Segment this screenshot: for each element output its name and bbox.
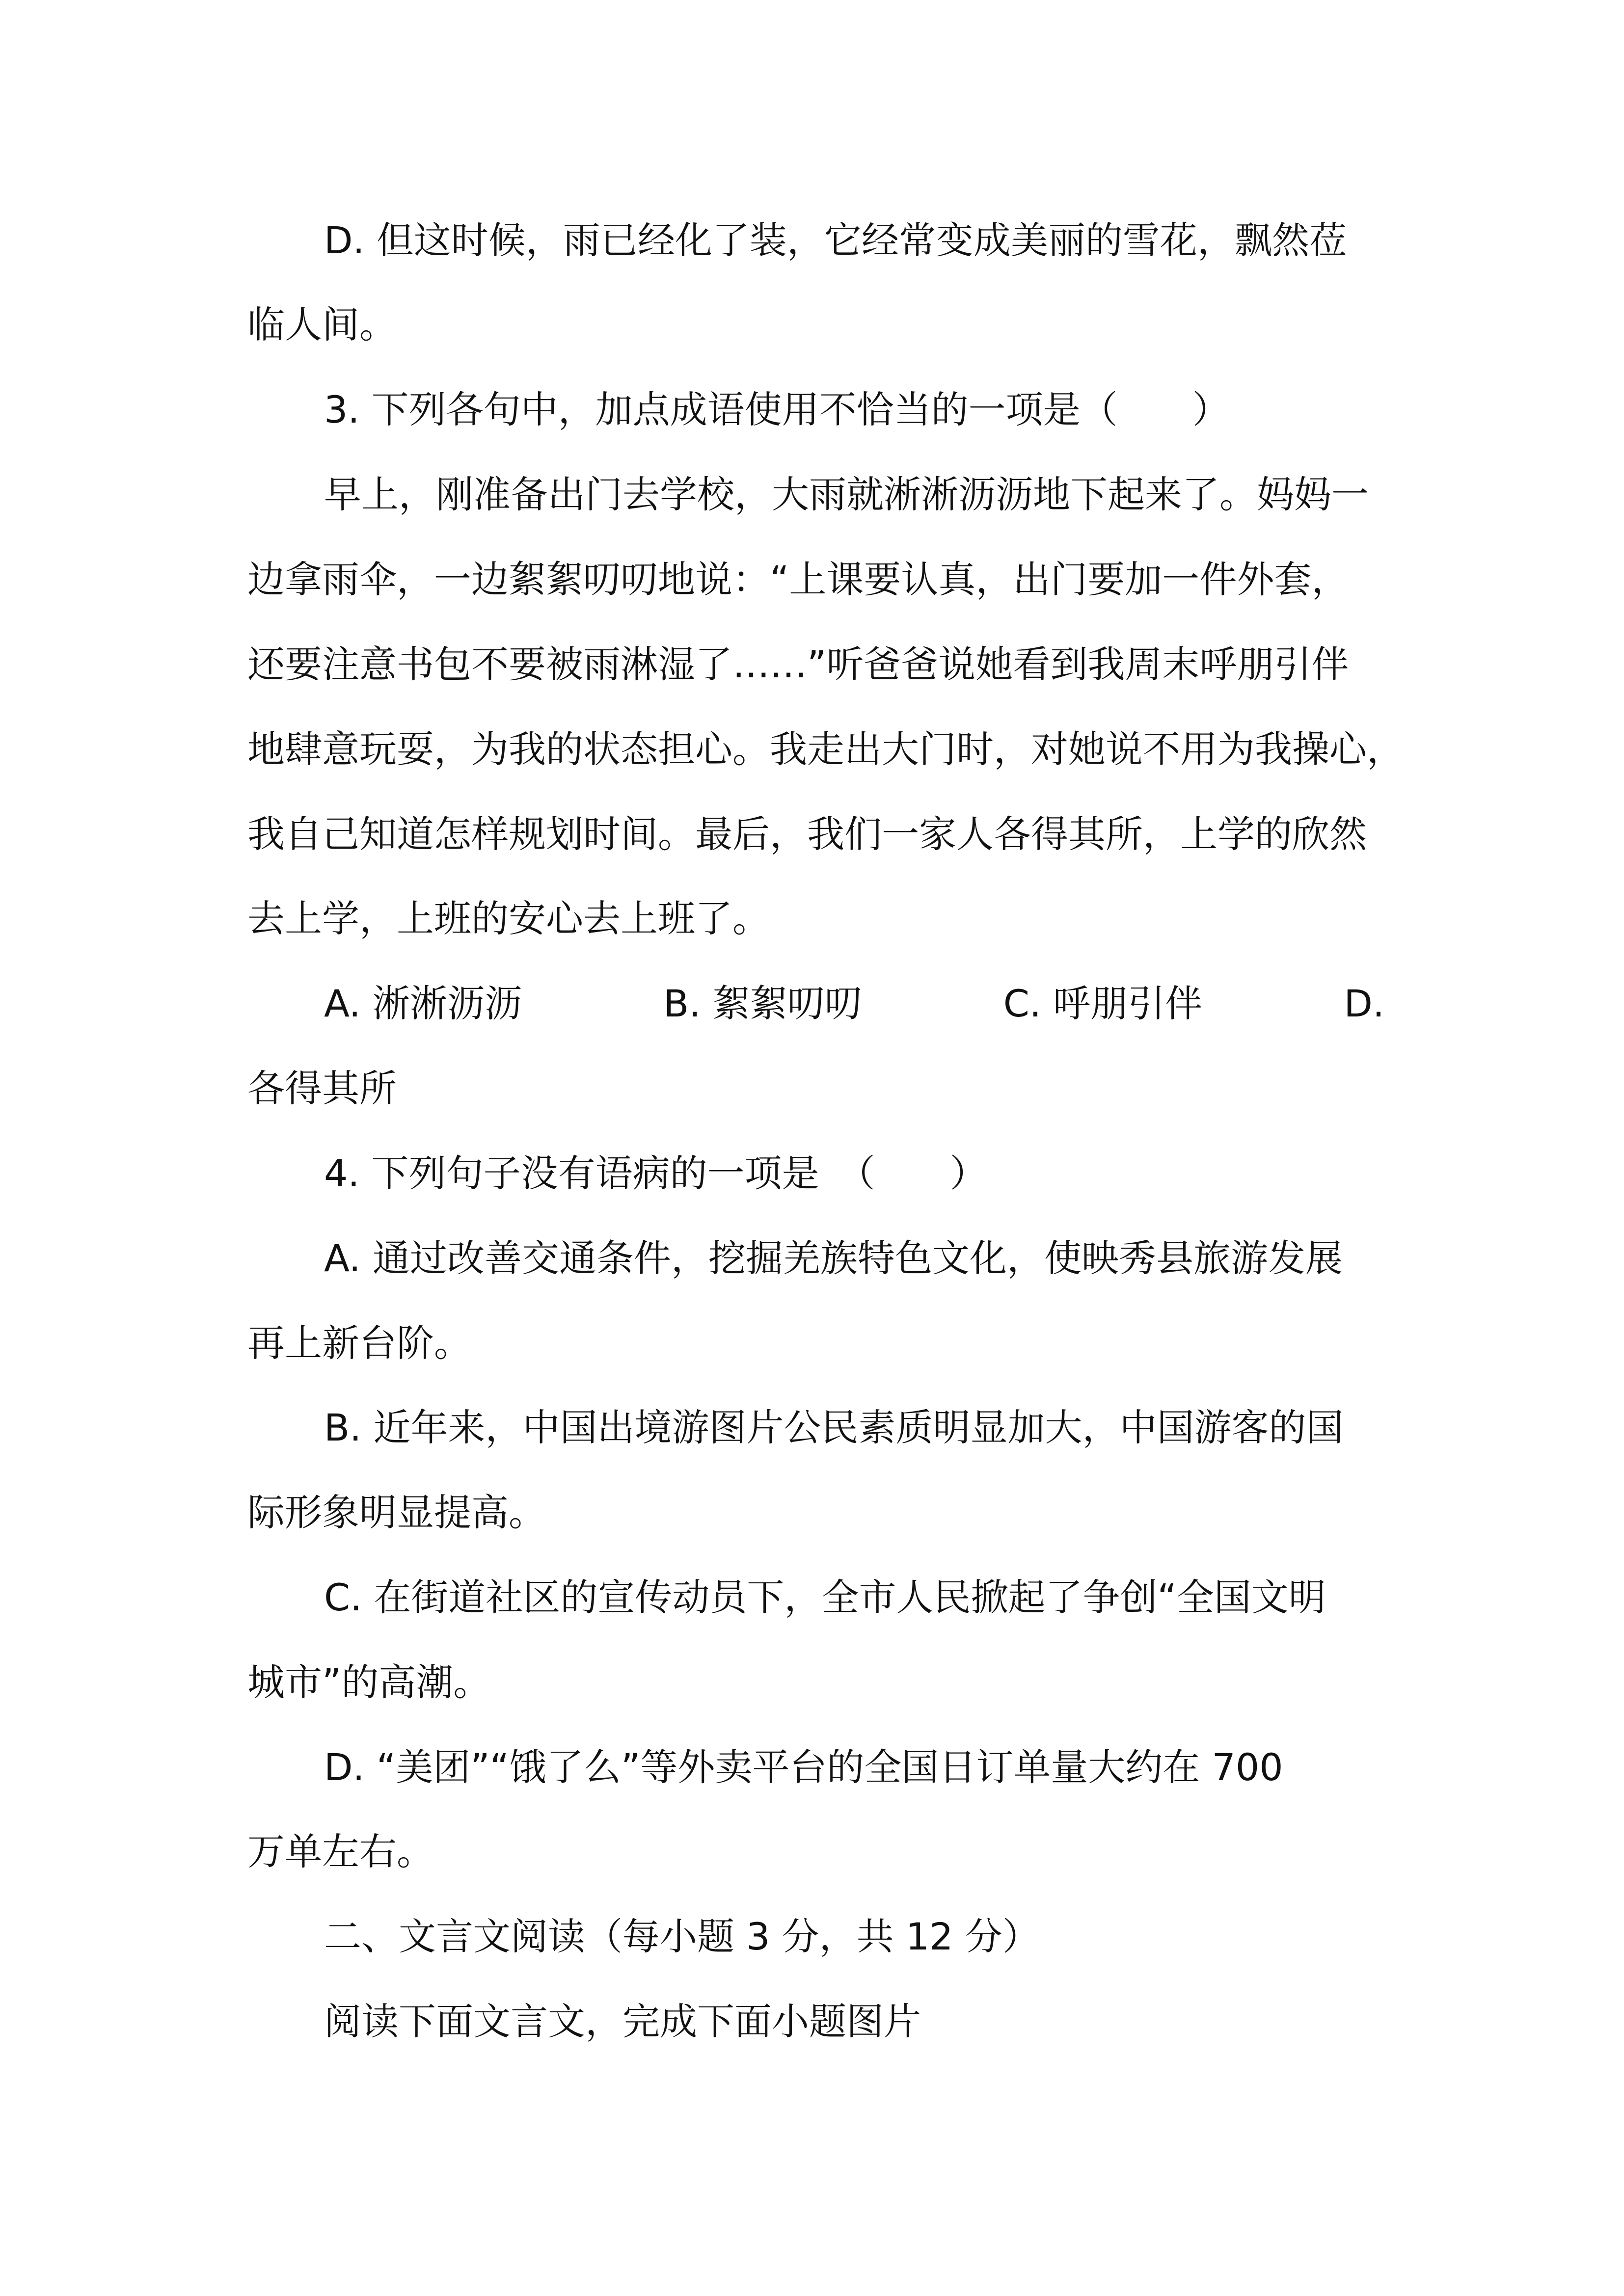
- q3-option-c: C. 呼朋引伴: [1003, 982, 1203, 1025]
- q3-passage-line2: 边拿雨伞，一边絮絮叨叨地说：“上课要认真，出门要加一件外套，: [247, 558, 1349, 601]
- question-3-stem: 3. 下列各句中，加点成语使用不恰当的一项是（ ）: [324, 388, 1230, 431]
- section-2-instruction: 阅读下面文言文，完成下面小题图片: [324, 2000, 921, 2043]
- section-2-title: 二、文言文阅读（每小题 3 分，共 12 分）: [324, 1915, 1040, 1958]
- q4-option-a-line2: 再上新台阶。: [247, 1321, 471, 1365]
- q3-passage-line4: 地肆意玩耍，为我的状态担心。我走出大门时，对她说不用为我操心，: [247, 727, 1404, 771]
- q3-options-row: [324, 982, 1384, 1025]
- q4-option-d-line2: 万单左右。: [247, 1830, 434, 1873]
- q3-passage-line5: 我自己知道怎样规划时间。最后，我们一家人各得其所，上学的欣然: [247, 812, 1367, 856]
- q4-option-d-line1: D. “美团”“饿了么”等外卖平台的全国日订单量大约在 700: [324, 1745, 1283, 1789]
- q4-option-c-line2: 城市”的高潮。: [247, 1660, 491, 1704]
- q3-passage-line3: 还要注意书包不要被雨淋湿了……”听爸爸说她看到我周末呼朋引伴: [247, 642, 1349, 686]
- q4-option-b-line1: B. 近年来，中国出境游图片公民素质明显加大，中国游客的国: [324, 1406, 1344, 1449]
- q3-option-d-label: D.: [1344, 982, 1384, 1025]
- question-4-stem: 4. 下列句子没有语病的一项是 （ ）: [324, 1151, 987, 1195]
- q2-option-d-line1: D. 但这时候，雨已经化了装，它经常变成美丽的雪花，飘然莅: [324, 218, 1347, 262]
- q4-option-b-line2: 际形象明显提高。: [247, 1491, 546, 1534]
- q4-option-c-line1: C. 在街道社区的宣传动员下，全市人民掀起了争创“全国文明: [324, 1575, 1326, 1619]
- q3-option-d-text: 各得其所: [247, 1067, 397, 1110]
- q4-option-a-line1: A. 通过改善交通条件，挖掘羌族特色文化，使映秀县旅游发展: [324, 1236, 1343, 1280]
- q2-option-d-line2: 临人间。: [247, 303, 397, 347]
- q3-option-b: B. 絮絮叨叨: [663, 982, 862, 1025]
- q3-passage-line1: 早上，刚准备出门去学校，大雨就淅淅沥沥地下起来了。妈妈一: [324, 473, 1369, 516]
- q3-option-a: A. 淅淅沥沥: [324, 982, 522, 1025]
- q3-passage-line6: 去上学，上班的安心去上班了。: [247, 897, 770, 940]
